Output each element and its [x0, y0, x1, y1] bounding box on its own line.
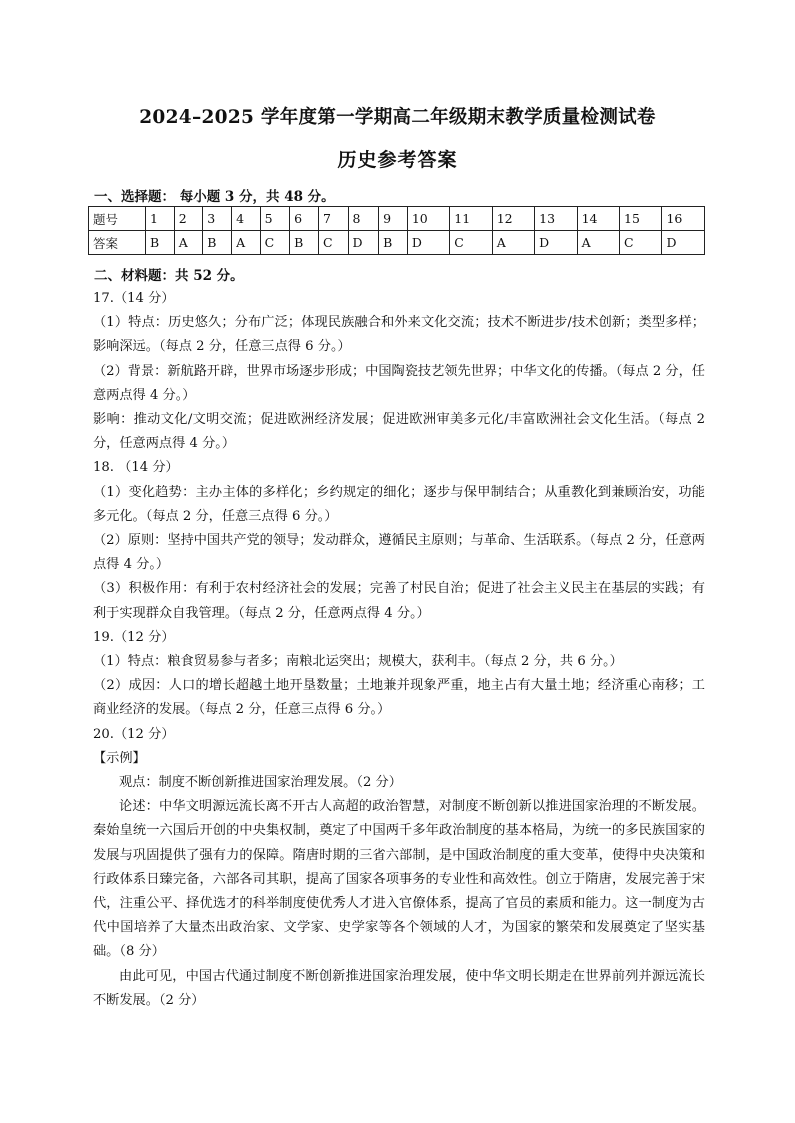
question-number: 10: [407, 207, 449, 231]
essay-argument: 论述：中华文明源远流长离不开古人高超的政治智慧，对制度不断创新以推进国家治理的不断发展。秦始皇统一六国后开创的中央集权制，奠定了中国两千多年政治制度的基本格局，为统一的多民族国家的发展与巩固提供了强有力的保障。隋唐时期的三省六部制，是中国政治制度的重大变革，使得中央决策和行政体系日臻完备，六部各司其职，提高了国家各项事务的专业性和高效性。创立于隋唐，发展完善于宋代，注重公平、择优选才的科举制度使优秀人才进入官僚体系，提高了官员的素质和能力。这一制度为古代中国培养了大量杰出政治家、文学家、史学家等各个领域的人才，为国家的繁荣和发展奠定了坚实基础。（8 分）: [93, 799, 705, 960]
question-number: 16: [662, 207, 705, 231]
answer-paragraph: （2）成因：人口的增长超越土地开垦数量；土地兼并现象严重，地主占有大量土地；经济重心南移；工商业经济的发展。（每点 2 分，任意三点得 6 分。）: [93, 678, 705, 718]
answer-body: [93, 287, 705, 1013]
question-number: 12: [492, 207, 534, 231]
document-title: 2024–2025 学年度第一学期高二年级期末教学质量检测试卷: [139, 107, 656, 128]
answer-cell: A: [232, 231, 260, 255]
question-number: 9: [379, 207, 408, 231]
answer-paragraph: 影响：推动文化/文明交流；促进欧洲经济发展；促进欧洲审美多元化/丰富欧洲社会文化生活。（每点 2 分，任意两点得 4 分。）: [93, 412, 705, 452]
question-number: 3: [203, 207, 232, 231]
answer-cell: D: [535, 231, 577, 255]
essay-viewpoint: 观点：制度不断创新推进国家治理发展。（2 分）: [119, 775, 402, 791]
question-number: 4: [232, 207, 260, 231]
answer-cell: C: [260, 231, 290, 255]
answer-cell: C: [620, 231, 662, 255]
document-subtitle: 历史参考答案: [337, 149, 458, 171]
example-label: 【示例】: [93, 750, 146, 766]
question-number: 13: [535, 207, 577, 231]
answer-cell: D: [662, 231, 705, 255]
question-heading: 18. （14 分）: [93, 460, 179, 476]
question-number: 2: [174, 207, 202, 231]
answer-paragraph: （2）背景：新航路开辟，世界市场逐步形成；中国陶瓷技艺领先世界；中华文化的传播。（每点 2 分，任意两点得 4 分。）: [93, 363, 705, 403]
answer-paragraph: （1）特点：粮食贸易参与者多；南粮北运突出；规模大，获利丰。（每点 2 分，共 6 分。）: [93, 654, 623, 670]
question-number: 11: [450, 207, 492, 231]
answer-cell: C: [450, 231, 492, 255]
question-number: 14: [577, 207, 619, 231]
question-heading: 17.（14 分）: [93, 291, 175, 306]
answer-row: [89, 231, 705, 255]
question-heading: 20.（12 分）: [93, 726, 175, 742]
question-number: 8: [348, 207, 379, 231]
answer-cell: B: [290, 231, 319, 255]
answer-cell: B: [146, 231, 175, 255]
question-number: 7: [318, 207, 348, 231]
answer-cell: A: [492, 231, 534, 255]
answer-paragraph: （2）原则：坚持中国共产党的领导；发动群众，遵循民主原则；与革命、生活联系。（每点 2 分，任意两点得 4 分。）: [93, 533, 705, 573]
question-number: 15: [620, 207, 662, 231]
row-label-question: 题号: [89, 207, 146, 231]
question-heading: 19.（12 分）: [93, 629, 175, 645]
answer-cell: A: [577, 231, 619, 255]
essay-conclusion: 由此可见，中国古代通过制度不断创新推进国家治理发展，使中华文明长期走在世界前列并源远流长不断发展。（2 分）: [93, 968, 705, 1008]
answer-paragraph: （1）变化趋势：主办主体的多样化；乡约规定的细化；逐步与保甲制结合；从重教化到兼顾治安，功能多元化。（每点 2 分，任意三点得 6 分。）: [93, 484, 705, 524]
section2-heading: 二、材料题：共 52 分。: [94, 268, 244, 284]
answer-cell: A: [174, 231, 202, 255]
answer-cell: D: [348, 231, 379, 255]
answer-cell: B: [379, 231, 408, 255]
answer-table: [88, 206, 705, 255]
answer-cell: D: [407, 231, 449, 255]
row-label-answer: 答案: [89, 231, 146, 255]
question-number-row: [89, 207, 705, 231]
answer-cell: B: [203, 231, 232, 255]
answer-paragraph: （1）特点：历史悠久；分布广泛；体现民族融合和外来文化交流；技术不断进步/技术创新；类型多样；影响深远。（每点 2 分，任意三点得 6 分。）: [93, 315, 705, 355]
question-number: 5: [260, 207, 290, 231]
answer-cell: C: [318, 231, 348, 255]
answer-paragraph: （3）积极作用：有利于农村经济社会的发展；完善了村民自治；促进了社会主义民主在基层的实践；有利于实现群众自我管理。（每点 2 分，任意两点得 4 分。）: [93, 581, 705, 621]
question-number: 6: [290, 207, 319, 231]
section1-heading: 一、选择题： 每小题 3 分，共 48 分。: [94, 189, 335, 205]
question-number: 1: [146, 207, 175, 231]
